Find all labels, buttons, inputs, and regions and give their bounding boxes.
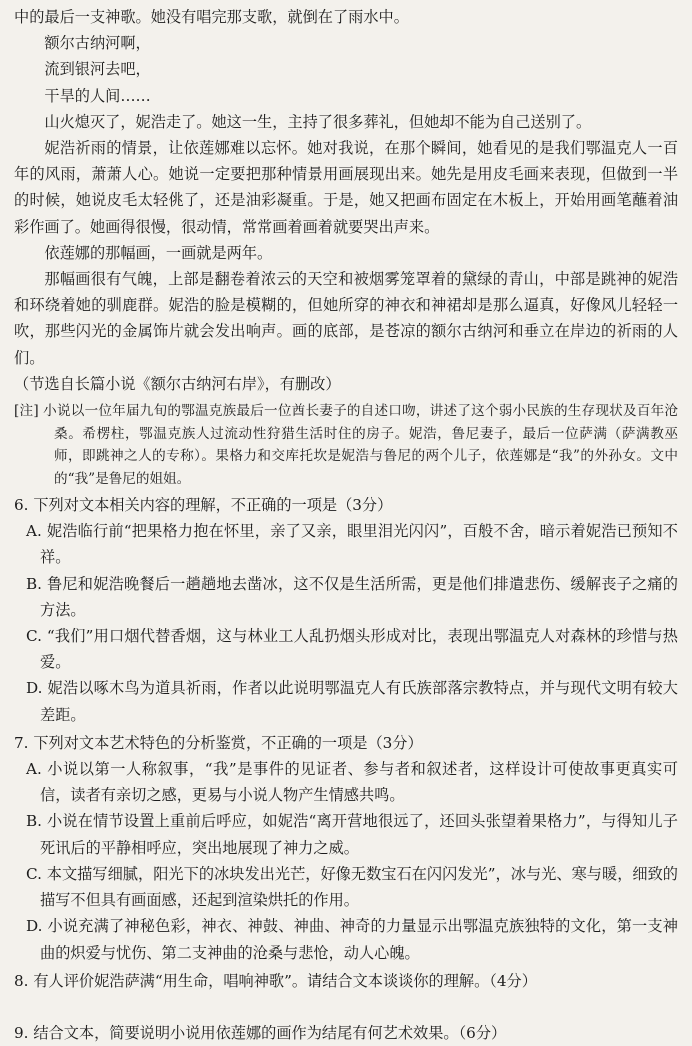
verse-line: 额尔古纳河啊， bbox=[44, 34, 151, 53]
question-6 bbox=[14, 492, 678, 728]
option-a[interactable]: A. 小说以第一人称叙事，“我”是事件的见证者、参与者和叙述者，这样设计可使故事更真实可信，读者有亲切之感，更易与小说人物产生情感共鸣。 bbox=[26, 760, 678, 805]
question-stem: 9. 结合文本，简要说明小说用依莲娜的画作为结尾有何艺术效果。（6分） bbox=[14, 1023, 507, 1042]
song-verse bbox=[14, 30, 678, 109]
passage-paragraph: 依莲娜的那幅画，一画就是两年。 bbox=[44, 243, 273, 262]
option-b[interactable]: B. 小说在情节设置上重前后呼应，如妮浩“离开营地很远了，还回头张望着果格力”，与得知儿子死讯后的平静相呼应，突出地展现了神力之威。 bbox=[26, 812, 678, 857]
passage-paragraph: 妮浩祈雨的情景，让依莲娜难以忘怀。她对我说，在那个瞬间，她看见的是我们鄂温克人一百年的风雨，萧萧人心。她说一定要把那种情景用画展现出来。她先是用皮毛画来表现，但做到一半的时候，她说皮毛太轻佻了，还是油彩凝重。于是，她又把画布固定在木板上，开始用画笔蘸着油彩作画了。她画得很慢，很动情，常常画着画着就要哭出声来。 bbox=[14, 139, 678, 236]
passage-note: [注] 小说以一位年届九旬的鄂温克族最后一位酋长妻子的自述口吻，讲述了这个弱小民族的生存现状及百年沧桑。希楞柱，鄂温克族人过流动性狩猎生活时住的房子。妮浩，鲁尼妻子，最后一位萨满（萨满教巫师，即跳神之人的专称）。果格力和交库托坎是妮浩与鲁尼的两个儿子，依莲娜是“我”的外孙女。文中的“我”是鲁尼的姐姐。 bbox=[14, 403, 678, 487]
passage-paragraph: 那幅画很有气魄，上部是翻卷着浓云的天空和被烟雾笼罩着的黛绿的青山，中部是跳神的妮浩和环绕着她的驯鹿群。妮浩的脸是模糊的，但她所穿的神衣和神裙却是那么逼真，好像风儿轻轻一吹，那些闪光的金属饰片就会发出响声。画的底部，是苍凉的额尔古纳河和垂立在岸边的祈雨的人们。 bbox=[14, 270, 678, 367]
option-c[interactable]: C. 本文描写细腻，阳光下的冰块发出光芒，好像无数宝石在闪闪发光”，冰与光、寒与暖，细致的描写不但具有画面感，还起到渲染烘托的作用。 bbox=[26, 864, 678, 910]
passage-source: （节选自长篇小说《额尔古纳河右岸》，有删改） bbox=[14, 374, 341, 393]
option-d[interactable]: D. 妮浩以啄木鸟为道具祈雨，作者以此说明鄂温克人有氏族部落宗教特点，并与现代文明有较大差距。 bbox=[26, 679, 678, 724]
question-stem: 6. 下列对文本相关内容的理解，不正确的一项是（3分） bbox=[14, 496, 393, 515]
option-b[interactable]: B. 鲁尼和妮浩晚餐后一趟趟地去凿冰，这不仅是生活所需，更是他们排遣悲伤、缓解丧子之痛的方法。 bbox=[26, 574, 678, 619]
question-9 bbox=[14, 1020, 678, 1046]
verse-line: 干旱的人间…… bbox=[44, 86, 151, 105]
verse-line: 流到银河去吧， bbox=[44, 60, 151, 79]
question-7 bbox=[14, 730, 678, 966]
option-a[interactable]: A. 妮浩临行前“把果格力抱在怀里，亲了又亲，眼里泪光闪闪”，百般不舍，暗示着妮浩已预知不祥。 bbox=[26, 522, 678, 567]
question-stem: 8. 有人评价妮浩萨满“用生命，唱响神歌”。请结合文本谈谈你的理解。（4分） bbox=[14, 971, 537, 990]
question-stem: 7. 下列对文本艺术特色的分析鉴赏，不正确的一项是（3分） bbox=[14, 733, 423, 752]
option-d[interactable]: D. 小说充满了神秘色彩，神衣、神鼓、神曲、神奇的力量显示出鄂温克族独特的文化，第一支神曲的炽爱与忧伤、第二支神曲的沧桑与悲怆，动人心魄。 bbox=[26, 917, 678, 962]
option-c[interactable]: C. “我们”用口烟代替香烟，这与林业工人乱扔烟头形成对比，表现出鄂温克人对森林的珍惜与热爱。 bbox=[26, 627, 678, 672]
passage-paragraph: 山火熄灭了，妮浩走了。她这一生，主持了很多葬礼，但她却不能为自己送别了。 bbox=[44, 112, 592, 131]
question-8 bbox=[14, 968, 678, 994]
passage-first-line: 中的最后一支神歌。她没有唱完那支歌，就倒在了雨水中。 bbox=[14, 8, 409, 26]
